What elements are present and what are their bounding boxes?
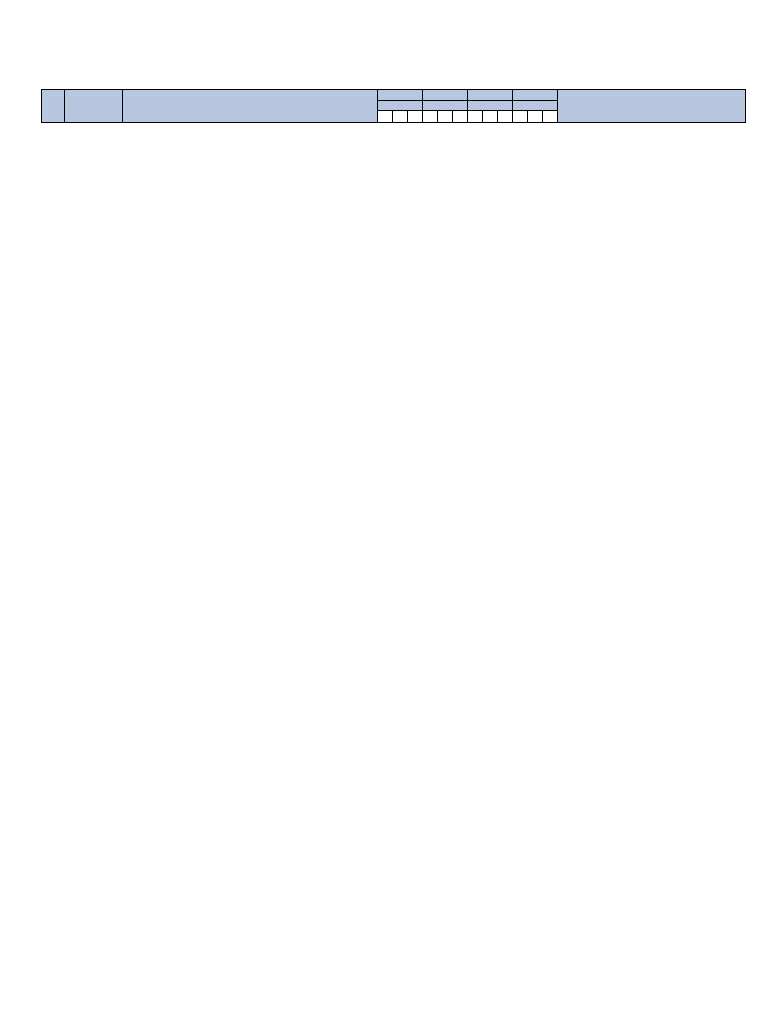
subtema-header: [423, 101, 468, 111]
subtema-number: [468, 111, 483, 123]
muatan-header: [65, 90, 123, 123]
subtema-number: [423, 111, 438, 123]
subtema-number: [483, 111, 498, 123]
subtema-header: [468, 101, 513, 111]
subtema-number: [513, 111, 528, 123]
kalimat-header: [558, 90, 746, 123]
subtema-number: [528, 111, 543, 123]
tema-header: [468, 90, 513, 101]
subtema-number: [498, 111, 513, 123]
subtema-number: [378, 111, 393, 123]
subtema-number: [408, 111, 423, 123]
subtema-number: [453, 111, 468, 123]
tema-header: [378, 90, 423, 101]
kd-header: [123, 90, 378, 123]
mapping-table-1: [41, 89, 746, 123]
subtema-header: [513, 101, 558, 111]
subtema-number: [393, 111, 408, 123]
subtema-number: [438, 111, 453, 123]
subtema-header: [378, 101, 423, 111]
no-header: [42, 90, 65, 123]
tema-header: [513, 90, 558, 101]
tema-header: [423, 90, 468, 101]
subtema-number: [543, 111, 558, 123]
